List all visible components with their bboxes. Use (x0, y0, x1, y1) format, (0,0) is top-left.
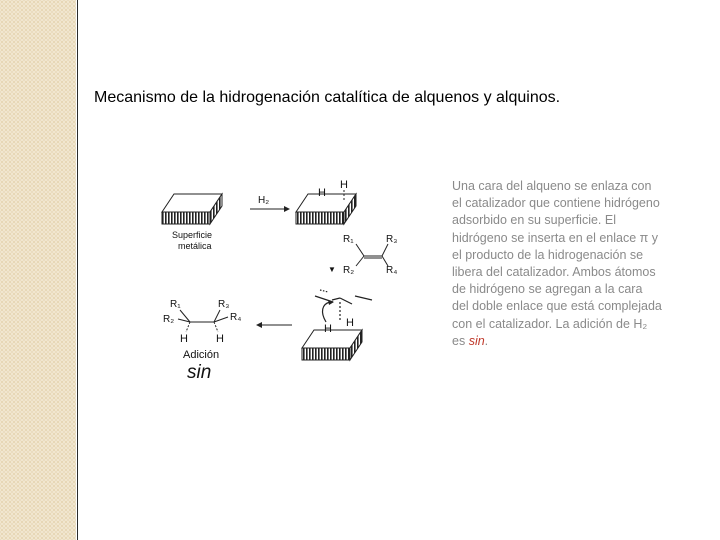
h2-reagent-label: H₂ (258, 195, 270, 206)
product-r2: R₂ (163, 314, 175, 325)
catalyst-surface-2 (296, 190, 356, 224)
product-r1: R₁ (170, 299, 181, 310)
description-text (452, 178, 662, 350)
product-r3: R₃ (218, 299, 230, 310)
mechanism-diagram (150, 172, 440, 387)
sin-label: sin (187, 362, 212, 383)
product-h-left: H (180, 333, 188, 345)
adsorbed-h-right: H (340, 179, 348, 191)
alkene-r2: R₂ (343, 265, 355, 276)
adsorbed-h-left: H (318, 187, 326, 199)
product-h-right: H (216, 333, 224, 345)
description-end: . (484, 333, 489, 348)
description-emphasis: sin (468, 333, 485, 348)
side-divider-line (77, 0, 78, 540)
alkene-r3: R₃ (386, 234, 398, 245)
catalyst-surface-3 (302, 330, 362, 360)
product-r4: R₄ (230, 312, 242, 323)
h2-arrowhead (284, 206, 290, 212)
surface-label-line1: Superficie (172, 230, 213, 240)
surface-label-line2: metálica (178, 241, 212, 251)
alkene-r4: R₄ (386, 265, 398, 276)
complex-h-left: H (324, 323, 332, 335)
complexed-alkene (315, 290, 372, 322)
slide-title: Mecanismo de la hidrogenación catalítica de alquenos y alquinos. (94, 89, 561, 106)
product-bonds (178, 310, 228, 332)
alkene-r1: R₁ (343, 234, 354, 245)
catalyst-surface-1 (162, 194, 222, 224)
decorative-side-strip (0, 0, 76, 540)
complex-h-right: H (346, 317, 354, 329)
addition-label: Adición (183, 349, 220, 361)
description-body: Una cara del alqueno se enlaza con el catalizador que contiene hidrógeno adsorbido en su superficie. El hidrógeno se inserta en el enlace π y el producto de la hidrogenación se libera del catalizador. Ambos átomos de hidrógeno se agregan a la cara del doble enlace que está complejada con el catalizador. La adición de H₂ es (452, 179, 662, 348)
down-arrow-icon: ▼ (328, 265, 336, 274)
release-arrowhead (256, 322, 262, 328)
alkene-bonds (356, 244, 388, 266)
